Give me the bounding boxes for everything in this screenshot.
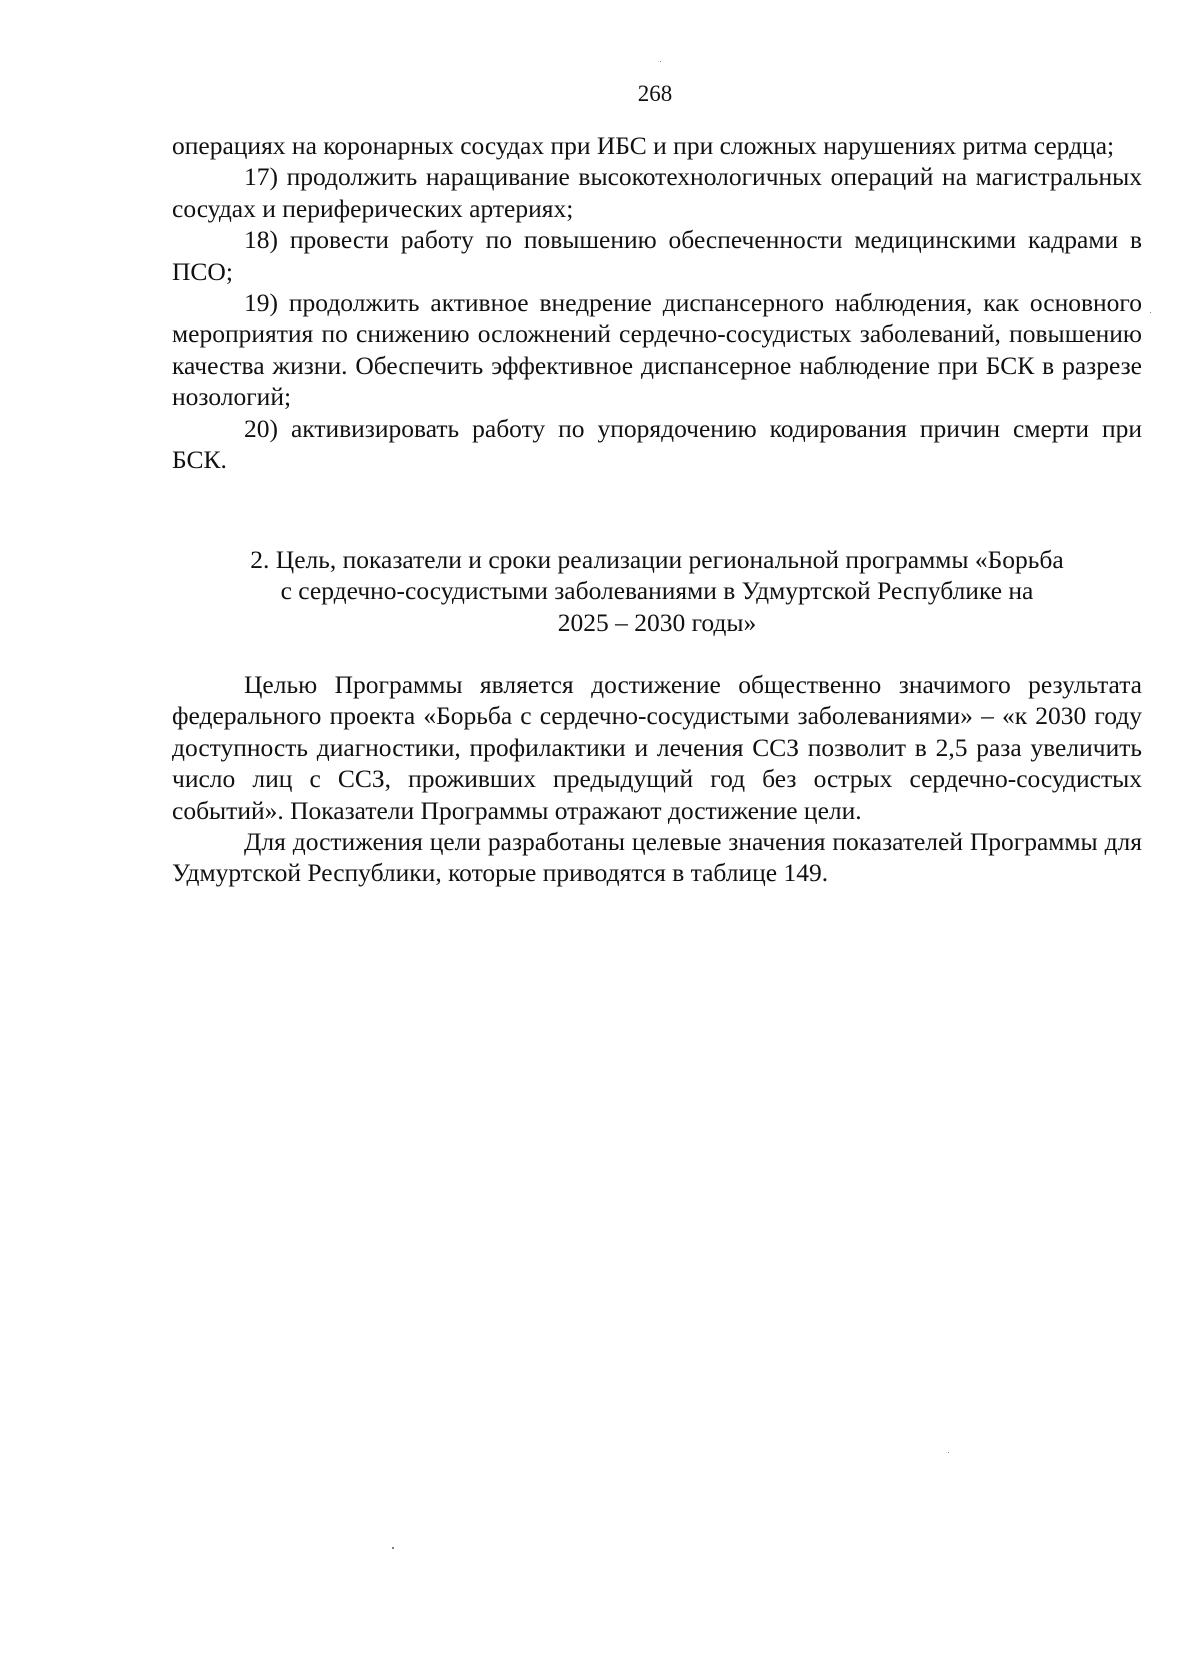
section-heading bbox=[172, 544, 1142, 638]
goal-paragraph: Целью Программы является достижение общественно значимого результата федерального проекта «Борьба с сердечно-сосудистыми заболеваниями» – «к 2030 году доступность диагностики, профилактики и лечения ССЗ позволит в 2,5 раза увеличить число лиц с ССЗ, проживших предыдущий год без острых сердечно-сосудистых событий». Показатели Программы отражают достижение цели. bbox=[172, 670, 1142, 825]
scan-speck bbox=[1150, 312, 1151, 313]
page-number: 268 bbox=[637, 81, 673, 106]
list-continuation bbox=[172, 130, 1142, 475]
section-body bbox=[172, 669, 1142, 889]
list-item-18: 18) провести работу по повышению обеспеченности медицинскими кадрами в ПСО; bbox=[172, 225, 1142, 286]
indicators-paragraph: Для достижения цели разработаны целевые значения показателей Программы для Удмуртской Республики, которые приводятся в таблице 149. bbox=[172, 827, 1142, 888]
scan-speck bbox=[660, 61, 661, 62]
list-item-16-tail: операциях на коронарных сосудах при ИБС и при сложных нарушениях ритма сердца; bbox=[172, 131, 1115, 160]
list-item-17: 17) продолжить наращивание высокотехнологичных операций на магистральных сосудах и периферических артериях; bbox=[172, 162, 1142, 223]
scan-speck bbox=[392, 1547, 394, 1549]
list-item-20: 20) активизировать работу по упорядочению кодирования причин смерти при БСК. bbox=[172, 413, 1142, 475]
section-heading-line: 2025 – 2030 годы» bbox=[557, 607, 757, 637]
scan-speck bbox=[948, 1452, 949, 1453]
list-item-19: 19) продолжить активное внедрение диспансерного наблюдения, как основного мероприятия по снижению осложнений сердечно-сосудистых заболеваний, повышению качества жизни. Обеспечить эффективное диспансерное наблюдение при БСК в разрезе нозологий; bbox=[172, 288, 1142, 412]
section-heading-line: 2. Цель, показатели и сроки реализации региональной программы «Борьба bbox=[250, 545, 1064, 574]
section-heading-line: с сердечно-сосудистыми заболеваниями в Удмуртской Республике на bbox=[280, 576, 1034, 606]
